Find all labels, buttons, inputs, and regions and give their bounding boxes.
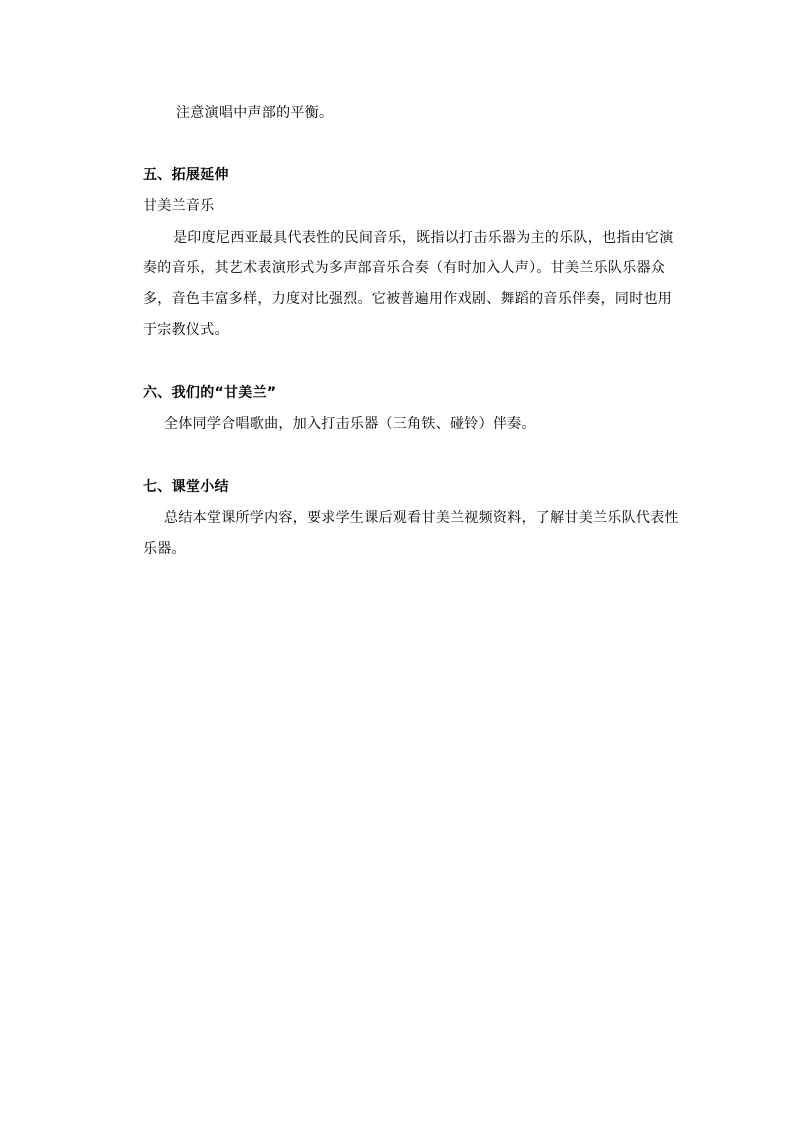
section5-heading: 五、拓展延伸: [143, 167, 229, 183]
intro-line: 注意演唱中声部的平衡。: [176, 105, 334, 121]
section6-paragraph-line-1: 全体同学合唱歌曲，加入打击乐器（三角铁、碰铃）伴奏。: [164, 416, 536, 432]
section5-subtitle: 甘美兰音乐: [143, 198, 215, 214]
section5-paragraph-line-4: 于宗教仪式。: [143, 322, 229, 338]
section5-paragraph-line-3: 多，音色丰富多样，力度对比强烈。它被普遍用作戏剧、舞蹈的音乐伴奏，同时也用: [143, 291, 673, 307]
section7-paragraph-line-2: 乐器。: [143, 541, 186, 557]
section5-paragraph-line-1: 是印度尼西亚最具代表性的民间音乐，既指以打击乐器为主的乐队，也指由它演: [173, 230, 674, 246]
section7-heading: 七、课堂小结: [143, 479, 229, 495]
section7-paragraph-line-1: 总结本堂课所学内容，要求学生课后观看甘美兰视频资料，了解甘美兰乐队代表性: [164, 510, 679, 526]
section5-paragraph-line-2: 奏的音乐，其艺术表演形式为多声部音乐合奏（有时加入人声）。甘美兰乐队乐器众: [143, 260, 666, 276]
section6-heading: 六、我们的“甘美兰”: [143, 385, 277, 401]
